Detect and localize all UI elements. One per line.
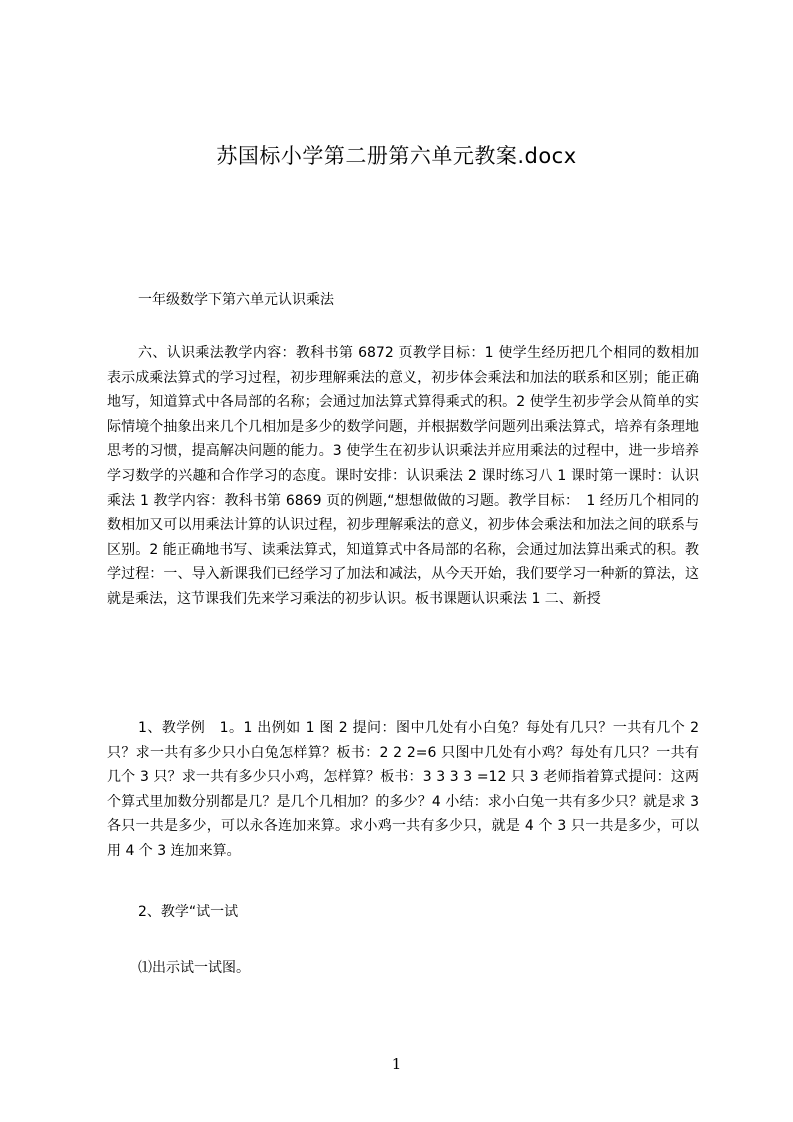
paragraph-show-figure: ⑴出示试一试图。 [138, 960, 250, 976]
paragraph-try-it: 2、教学“试一试 [138, 904, 239, 920]
section-heading: 一年级数学下第六单元认识乘法 [138, 292, 334, 308]
page-number: 1 [391, 1055, 402, 1073]
document-title: 苏国标小学第二册第六单元教案.docx [216, 144, 577, 168]
paragraph-lesson-overview: 六、认识乘法教学内容：教科书第 6872 页教学目标：1 使学生经历把几个相同的数相加表示成乘法算式的学习过程，初步理解乘法的意义，初步体会乘法和加法的联系和区别；能正确地写，知道算式中各局部的名称；会通过加法算式算得乘式的积。2 使学生初步学会从简单的实际情境个抽象出来几个几相加是多少的数学问题，并根据数学问题列出乘法算式，培养有条理地思考的习惯，提高解决问题的能力。3 使学生在初步认识乘法并应用乘法的过程中，进一步培养学习数学的兴趣和合作学习的态度。课时安排：认识乘法 2 课时练习八 1 课时第一课时：认识乘法 1 教学内容：教科书第 6869 页的例题,“想想做做的习题。教学目标： 1 经历几个相同的数相加又可以用乘法计算的认识过程，初步理解乘法的意义，初步体会乘法和加法之间的联系与区别。2 能正确地书写、读乘法算式，知道算式中各局部的名称，会通过加法算出乘式的积。教学过程：一、导入新课我们已经学习了加法和减法，从今天开始，我们要学习一种新的算法，这就是乘法，这节课我们先来学习乘法的初步认识。板书课题认识乘法 1 二、新授 [107, 345, 699, 607]
paragraph-example-1: 1、教学例 1。1 出例如 1 图 2 提问：图中几处有小白兔？每处有几只？一共有几个 2 只？求一共有多少只小白兔怎样算？板书：2 2 2=6 只图中几处有小鸡？每处有几只？一共有几个 3 只？求一共有多少只小鸡，怎样算？板书：3 3 3 3 =12 只 3 老师指着算式提问：这两个算式里加数分别都是几？是几个几相加？的多少？4 小结：求小白兔一共有多少只？就是求 3 各只一共是多少，可以永各连加来算。求小鸡一共有多少只，就是 4 个 3 只一共是多少，可以用 4 个 3 连加来算。 [107, 720, 699, 859]
